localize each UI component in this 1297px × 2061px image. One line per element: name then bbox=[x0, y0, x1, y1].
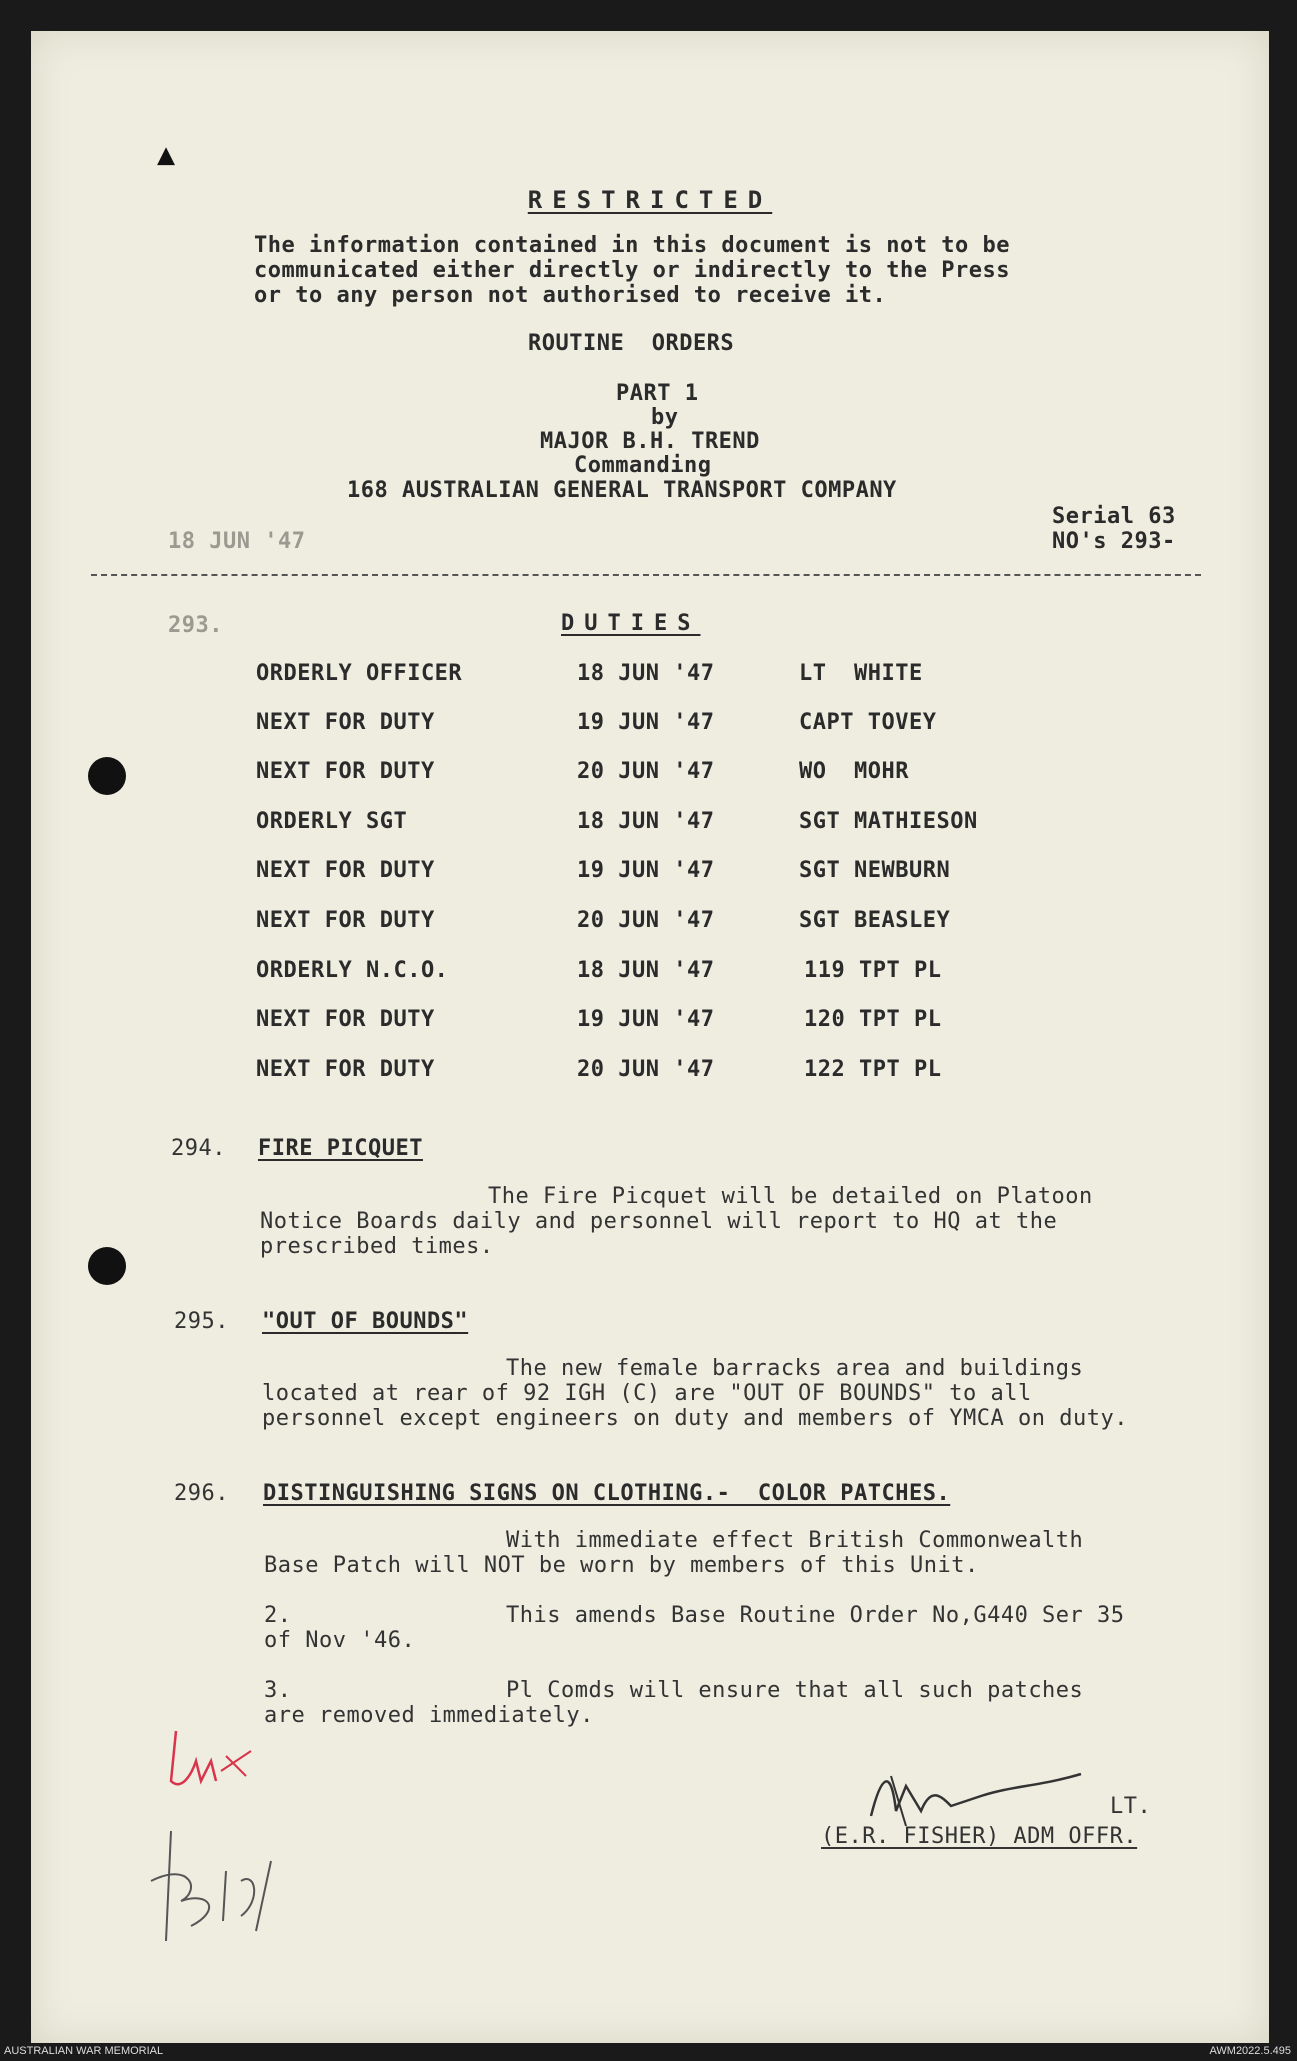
section-number-295: 295. bbox=[174, 1309, 229, 1334]
punch-hole-bottom bbox=[88, 1247, 126, 1285]
notice-line-2: communicated either directly or indirectly to the Press bbox=[254, 258, 1010, 283]
duty-date: 19 JUN '47 bbox=[577, 710, 715, 735]
punch-hole-top bbox=[88, 757, 126, 795]
section-heading-color-patches: DISTINGUISHING SIGNS ON CLOTHING.- COLOR PATCHES. bbox=[263, 1481, 951, 1506]
orders-numbers: NO's 293- bbox=[1052, 529, 1176, 554]
duty-name: SGT MATHIESON bbox=[799, 809, 978, 834]
unit-name: 168 AUSTRALIAN GENERAL TRANSPORT COMPANY bbox=[347, 478, 897, 503]
duty-role: NEXT FOR DUTY bbox=[256, 1057, 435, 1082]
by-label: by bbox=[651, 405, 679, 430]
duty-date: 19 JUN '47 bbox=[577, 1007, 715, 1032]
order-date: 18 JUN '47 bbox=[168, 529, 306, 554]
para2-number: 2. bbox=[264, 1603, 292, 1628]
fire-picquet-line-3: prescribed times. bbox=[260, 1234, 494, 1259]
color-patches-para1-line-2: Base Patch will NOT be worn by members of this Unit. bbox=[264, 1553, 979, 1578]
footer-source: AUSTRALIAN WAR MEMORIAL bbox=[4, 2045, 164, 2057]
para2-line-2: of Nov '46. bbox=[264, 1628, 416, 1653]
duty-name: WO MOHR bbox=[799, 759, 909, 784]
signatory-name: (E.R. FISHER) ADM OFFR. bbox=[821, 1824, 1138, 1849]
duty-role: NEXT FOR DUTY bbox=[256, 908, 435, 933]
part-label: PART 1 bbox=[616, 381, 699, 406]
fire-picquet-line-2: Notice Boards daily and personnel will report to HQ at the bbox=[260, 1209, 1058, 1234]
section-number-294: 294. bbox=[171, 1136, 226, 1161]
notice-line-3: or to any person not authorised to receive it. bbox=[254, 283, 887, 308]
duty-role: ORDERLY OFFICER bbox=[256, 661, 463, 686]
pen-initials-annotation bbox=[131, 1821, 291, 1951]
out-of-bounds-line-1: The new female barracks area and buildings bbox=[506, 1356, 1084, 1381]
para3-number: 3. bbox=[264, 1678, 292, 1703]
duty-date: 20 JUN '47 bbox=[577, 759, 715, 784]
duty-date: 18 JUN '47 bbox=[577, 661, 715, 686]
duty-role: NEXT FOR DUTY bbox=[256, 858, 435, 883]
para3-line-2: are removed immediately. bbox=[264, 1703, 594, 1728]
document-title: ROUTINE ORDERS bbox=[528, 331, 735, 356]
duty-role: ORDERLY N.C.O. bbox=[256, 958, 449, 983]
duty-name: 120 TPT PL bbox=[804, 1007, 942, 1032]
section-number-296: 296. bbox=[174, 1481, 229, 1506]
out-of-bounds-line-2: located at rear of 92 IGH (C) are "OUT OF BOUNDS" to all bbox=[262, 1381, 1032, 1406]
footer-accession: AWM2022.5.495 bbox=[1209, 2045, 1291, 2057]
color-patches-para1-line-1: With immediate effect British Commonwealth bbox=[506, 1528, 1084, 1553]
para2-line-1: This amends Base Routine Order No,G440 Ser 35 bbox=[506, 1603, 1125, 1628]
red-initials-annotation bbox=[141, 1721, 291, 1811]
section-heading-out-of-bounds: "OUT OF BOUNDS" bbox=[262, 1309, 469, 1334]
duties-heading: DUTIES bbox=[561, 611, 701, 636]
duty-role: NEXT FOR DUTY bbox=[256, 1007, 435, 1032]
signatory-rank: LT. bbox=[1110, 1794, 1152, 1819]
duty-name: SGT BEASLEY bbox=[799, 908, 951, 933]
officer-name: MAJOR B.H. TREND bbox=[540, 429, 760, 454]
header-divider bbox=[91, 574, 1201, 576]
para3-line-1: Pl Comds will ensure that all such patches bbox=[506, 1678, 1084, 1703]
section-heading-fire-picquet: FIRE PICQUET bbox=[258, 1136, 423, 1161]
duty-date: 19 JUN '47 bbox=[577, 858, 715, 883]
duty-name: CAPT TOVEY bbox=[799, 710, 937, 735]
duty-name: 122 TPT PL bbox=[804, 1057, 942, 1082]
duty-name: SGT NEWBURN bbox=[799, 858, 951, 883]
duty-date: 20 JUN '47 bbox=[577, 908, 715, 933]
commanding-label: Commanding bbox=[574, 453, 712, 478]
duty-name: LT WHITE bbox=[799, 661, 923, 686]
serial-number: Serial 63 bbox=[1052, 504, 1176, 529]
document-page bbox=[31, 31, 1269, 2043]
duty-date: 18 JUN '47 bbox=[577, 809, 715, 834]
duty-role: ORDERLY SGT bbox=[256, 809, 408, 834]
duty-role: NEXT FOR DUTY bbox=[256, 710, 435, 735]
classification-heading: RESTRICTED bbox=[527, 186, 773, 214]
section-number-293: 293. bbox=[168, 613, 223, 638]
corner-mark: ▲ bbox=[157, 137, 176, 172]
notice-line-1: The information contained in this document is not to be bbox=[254, 233, 1010, 258]
fire-picquet-line-1: The Fire Picquet will be detailed on Platoon bbox=[488, 1184, 1093, 1209]
duty-name: 119 TPT PL bbox=[804, 958, 942, 983]
out-of-bounds-line-3: personnel except engineers on duty and members of YMCA on duty. bbox=[262, 1406, 1128, 1431]
duty-date: 20 JUN '47 bbox=[577, 1057, 715, 1082]
duty-role: NEXT FOR DUTY bbox=[256, 759, 435, 784]
duty-date: 18 JUN '47 bbox=[577, 958, 715, 983]
